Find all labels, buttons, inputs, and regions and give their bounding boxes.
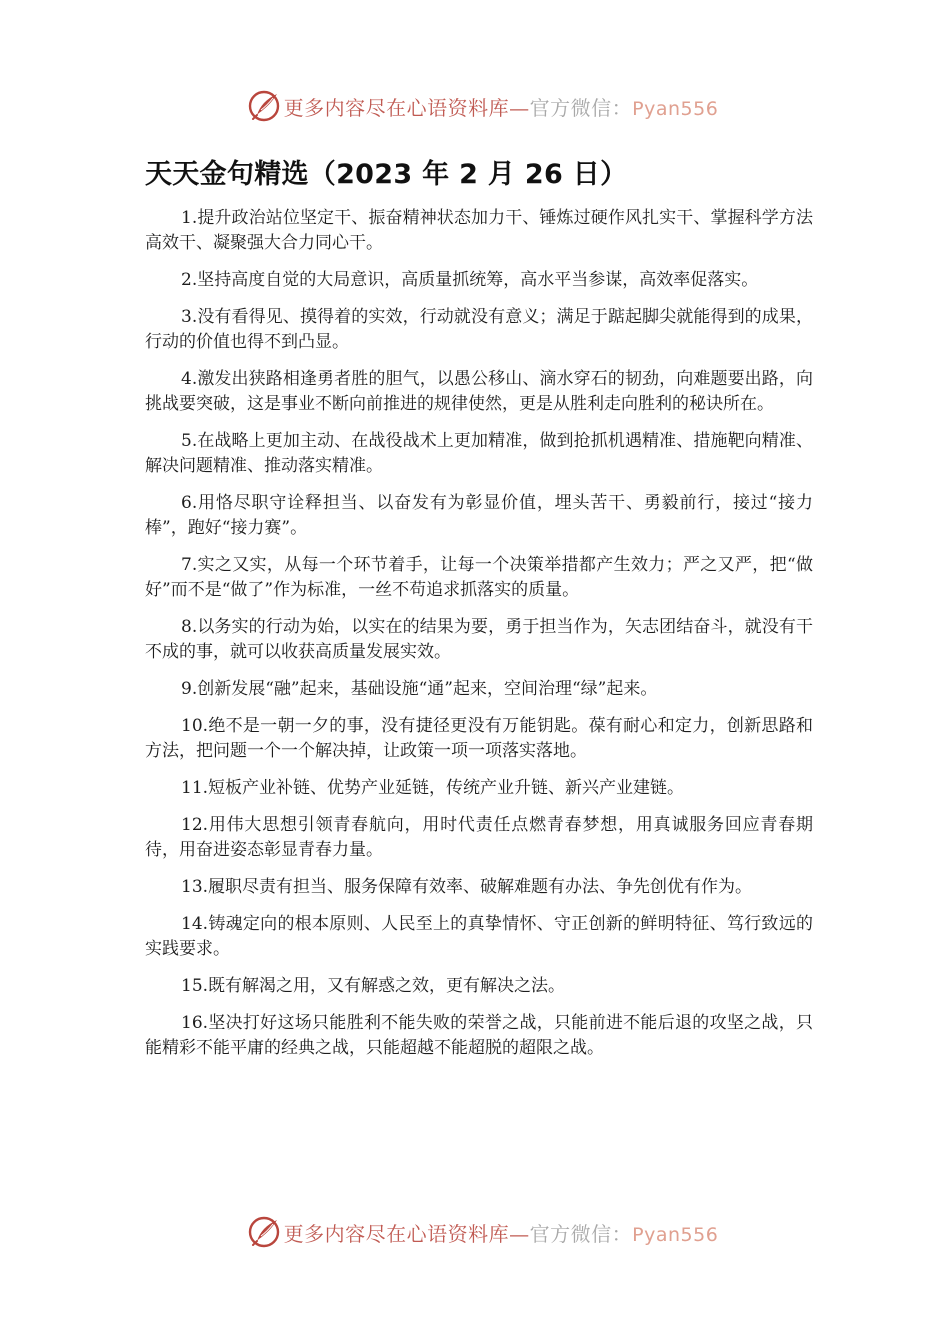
banner-dash: — xyxy=(509,95,530,120)
list-item: 9.创新发展“融”起来，基础设施“通”起来，空间治理“绿”起来。 xyxy=(181,679,658,699)
quill-logo-icon xyxy=(246,88,282,124)
list-item: 10.绝不是一朝一夕的事，没有捷径更没有万能钥匙。葆有耐心和定力，创新思路和方法，把问题一个一个解决掉，让政策一项一项落实落地。 xyxy=(145,716,813,761)
list-item: 13.履职尽责有担当、服务保障有效率、破解难题有办法、争先创优有作为。 xyxy=(181,877,753,897)
footer-banner xyxy=(0,1212,950,1252)
banner-wechat-label: 官方微信： xyxy=(529,1221,633,1246)
list-item: 7.实之又实，从每一个环节着手，让每一个决策举措都产生效力；严之又严，把“做好”而不是“做了”作为标准，一丝不苟追求抓落实的质量。 xyxy=(145,555,813,600)
list-item: 5.在战略上更加主动、在战役战术上更加精准，做到抢抓机遇精准、措施靶向精准、解决问题精准、推动落实精准。 xyxy=(145,431,813,476)
list-item: 11.短板产业补链、优势产业延链，传统产业升链、新兴产业建链。 xyxy=(181,778,685,798)
list-item: 12.用伟大思想引领青春航向，用时代责任点燃青春梦想，用真诚服务回应青春期待，用奋进姿态彰显青春力量。 xyxy=(145,815,813,860)
list-item: 6.用恪尽职守诠释担当、以奋发有为彰显价值，埋头苦干、勇毅前行，接过“接力棒”，跑好“接力赛”。 xyxy=(145,493,813,538)
list-item: 14.铸魂定向的根本原则、人民至上的真挚情怀、守正创新的鲜明特征、笃行致远的实践要求。 xyxy=(145,914,813,959)
header-banner xyxy=(0,86,950,126)
banner-promo: 更多内容尽在心语资料库 xyxy=(283,1221,510,1246)
banner-content xyxy=(246,88,719,124)
list-item: 1.提升政治站位坚定干、振奋精神状态加力干、锤炼过硬作风扎实干、掌握科学方法高效干、凝聚强大合力同心干。 xyxy=(145,208,813,253)
banner-dash: — xyxy=(509,1221,530,1246)
banner-text xyxy=(284,92,719,121)
banner-text xyxy=(284,1218,719,1247)
list-item: 16.坚决打好这场只能胜利不能失败的荣誉之战，只能前进不能后退的攻坚之战，只能精彩不能平庸的经典之战，只能超越不能超脱的超限之战。 xyxy=(145,1013,813,1058)
page-title: 天天金句精选（2023 年 2 月 26 日） xyxy=(145,159,628,190)
banner-content xyxy=(246,1214,719,1250)
banner-wechat-label: 官方微信： xyxy=(529,95,633,120)
list-item: 4.激发出狭路相逢勇者胜的胆气，以愚公移山、滴水穿石的韧劲，向难题要出路，向挑战要突破，这是事业不断向前推进的规律使然，更是从胜利走向胜利的秘诀所在。 xyxy=(145,369,813,414)
list-item: 2.坚持高度自觉的大局意识，高质量抓统筹，高水平当参谋，高效率促落实。 xyxy=(181,270,759,290)
quote-list xyxy=(145,206,813,1073)
banner-promo: 更多内容尽在心语资料库 xyxy=(283,95,510,120)
banner-wechat-id: Pyan556 xyxy=(632,97,719,120)
list-item: 3.没有看得见、摸得着的实效，行动就没有意义；满足于踮起脚尖就能得到的成果，行动的价值也得不到凸显。 xyxy=(145,307,813,352)
list-item: 8.以务实的行动为始，以实在的结果为要，勇于担当作为，矢志团结奋斗，就没有干不成的事，就可以收获高质量发展实效。 xyxy=(145,617,813,662)
quill-logo-icon xyxy=(246,1214,282,1250)
banner-wechat-id: Pyan556 xyxy=(632,1223,719,1246)
list-item: 15.既有解渴之用，又有解惑之效，更有解决之法。 xyxy=(181,976,566,996)
